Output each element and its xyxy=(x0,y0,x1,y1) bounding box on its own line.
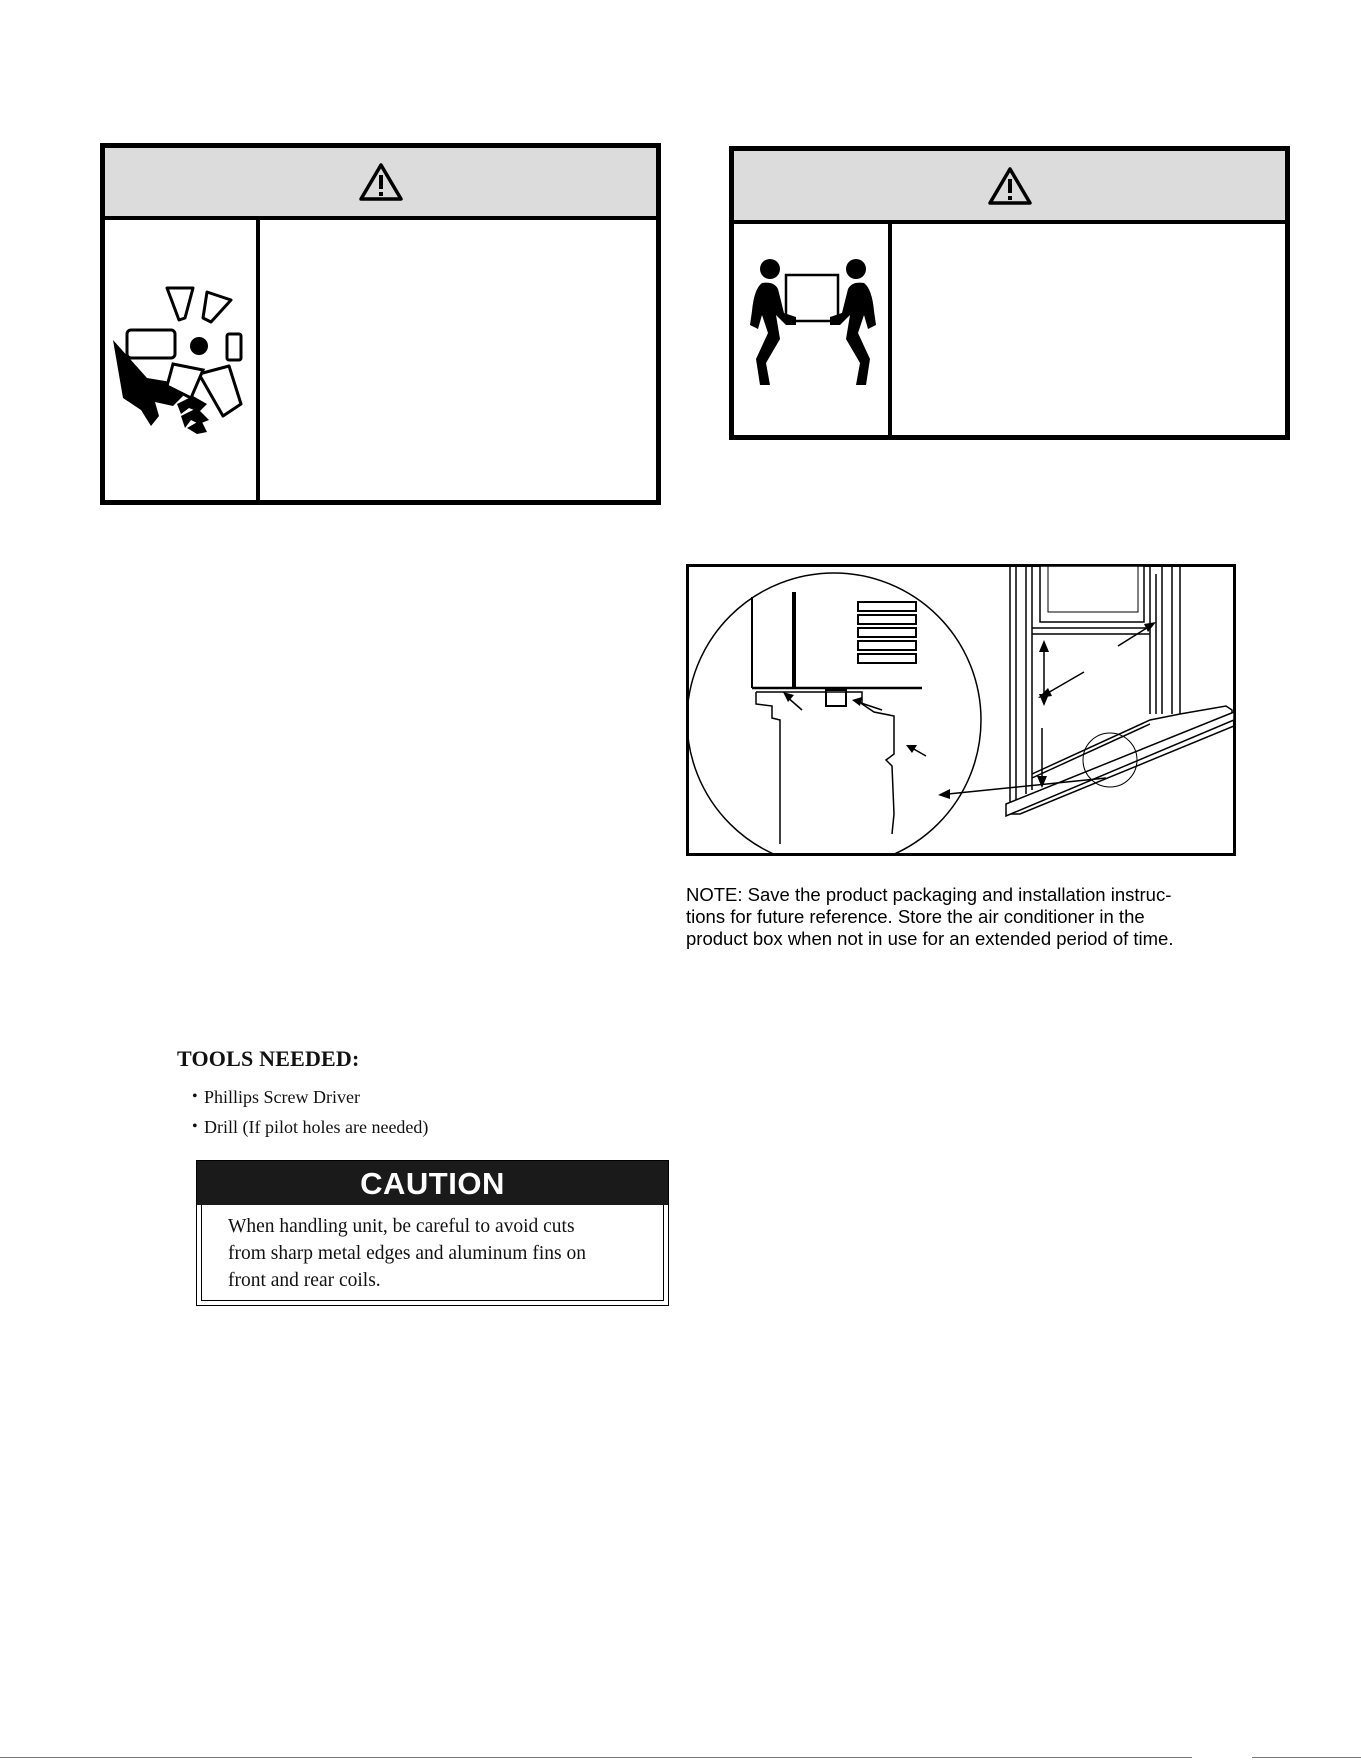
caution-text xyxy=(228,1213,648,1294)
note-line: NOTE: Save the product packaging and installation instruc- xyxy=(686,884,1172,905)
bullet-icon: • xyxy=(192,1088,198,1105)
note-line: product box when not in use for an extended period of time. xyxy=(686,928,1174,949)
caution-heading: CAUTION xyxy=(197,1161,668,1205)
warning-divider xyxy=(888,224,892,435)
warning-header xyxy=(105,148,656,220)
fan-blade-hazard-icon xyxy=(111,278,251,443)
caution-box xyxy=(196,1160,669,1306)
warning-divider xyxy=(256,220,260,500)
caution-line: from sharp metal edges and aluminum fins on xyxy=(228,1243,586,1264)
warning-box-lifting xyxy=(729,146,1290,440)
warning-box-fan-hazard xyxy=(100,143,661,505)
note-line: tions for future reference. Store the air conditioner in the xyxy=(686,906,1145,927)
page-bottom-rule-gap xyxy=(1192,1757,1252,1758)
caution-line: front and rear coils. xyxy=(228,1270,381,1291)
tool-item-label: Phillips Screw Driver xyxy=(204,1087,360,1107)
two-person-lift-icon xyxy=(740,259,886,399)
window-sill-installation-diagram xyxy=(686,564,1236,856)
bullet-icon: • xyxy=(192,1118,198,1135)
caution-line: When handling unit, be careful to avoid cuts xyxy=(228,1216,575,1237)
note-paragraph xyxy=(686,884,1226,950)
list-item xyxy=(177,1112,428,1142)
page-bottom-rule xyxy=(0,1757,1361,1758)
warning-triangle-icon xyxy=(358,162,404,202)
tools-needed-heading: TOOLS NEEDED: xyxy=(177,1046,360,1071)
tools-list xyxy=(177,1082,428,1142)
list-item xyxy=(177,1082,428,1112)
warning-header xyxy=(734,151,1285,224)
warning-triangle-icon xyxy=(987,166,1033,206)
tool-item-label: Drill (If pilot holes are needed) xyxy=(204,1117,429,1137)
